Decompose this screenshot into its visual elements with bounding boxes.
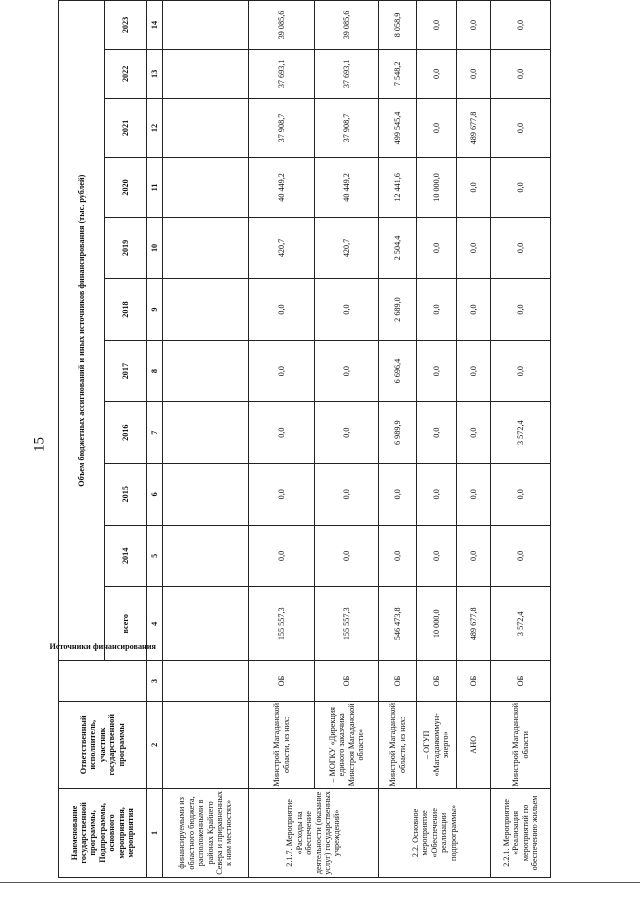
row-value: 0,0 [417,217,457,279]
row-value: 0,0 [457,217,491,279]
column-number: 9 [147,279,163,341]
row-value: 0,0 [249,279,315,341]
row-value: 6 696,4 [379,340,417,402]
header-source-text: Источники финансирования [49,641,156,651]
row-value: 489 677,8 [457,98,491,157]
row-value: 0,0 [491,49,551,98]
row-value [163,98,249,157]
row-value: 155 557,3 [249,587,315,661]
header-year: 2023 [105,1,147,50]
row-name: 2.2. Основное мероприятие «Обеспечение реализации подпрограммы» [379,788,491,877]
row-value: 420,7 [315,217,379,279]
row-executor [163,701,249,788]
row-value: 0,0 [249,402,315,464]
row-value: 6 989,9 [379,402,417,464]
row-value [163,49,249,98]
table-row [249,1,315,878]
row-source: ОБ [491,661,551,701]
header-year: 2021 [105,98,147,157]
row-value: 8 058,9 [379,1,417,50]
row-value: 0,0 [417,49,457,98]
row-value: 0,0 [491,217,551,279]
row-value: 37 693,1 [315,49,379,98]
column-number: 11 [147,158,163,217]
row-value [163,402,249,464]
row-value: 39 085,6 [249,1,315,50]
row-source [163,661,249,701]
row-value: 0,0 [491,98,551,157]
row-value: 0,0 [249,463,315,525]
row-source: ОБ [417,661,457,701]
row-value: 0,0 [249,340,315,402]
row-value: 0,0 [457,340,491,402]
row-value: 0,0 [417,98,457,157]
column-number: 3 [147,661,163,701]
row-value: 10 000,0 [417,158,457,217]
column-number: 5 [147,525,163,587]
table-row [457,1,491,878]
column-number: 6 [147,463,163,525]
column-number: 4 [147,587,163,661]
table-row [315,1,379,878]
table-row [491,1,551,878]
row-value: 7 548,2 [379,49,417,98]
table-row [163,1,249,878]
row-value: 0,0 [417,1,457,50]
row-value: 0,0 [379,525,417,587]
row-name: 2.1.7. Мероприятие «Расходы на обеспечение деятельности (оказание услуг) государственных учреждений» [249,788,379,877]
row-value: 0,0 [491,463,551,525]
row-value: 2 689,0 [379,279,417,341]
header-name: Наименование государственной программы, Подпрограммы, основного мероприятия, мероприятия [59,788,147,877]
row-value: 0,0 [315,463,379,525]
row-value: 0,0 [457,158,491,217]
column-number: 8 [147,340,163,402]
row-value: 0,0 [417,279,457,341]
column-number: 1 [147,788,163,877]
row-source: ОБ [457,661,491,701]
row-executor: Минстрой Магаданской области [491,701,551,788]
row-value: 12 441,6 [379,158,417,217]
row-source: ОБ [315,661,379,701]
row-executor: Минстрой Магаданской области, из них: [249,701,315,788]
row-value: 37 693,1 [249,49,315,98]
row-value: 0,0 [491,158,551,217]
row-executor: – ОГУП «Магаданкоммун-энерго» [417,701,457,788]
row-value: 0,0 [457,279,491,341]
row-value [163,279,249,341]
row-value: 499 545,4 [379,98,417,157]
bottom-divider [0,882,640,883]
column-number: 10 [147,217,163,279]
column-number: 14 [147,1,163,50]
header-year: 2014 [105,525,147,587]
header-source [49,641,156,701]
row-value: 0,0 [457,1,491,50]
funding-table [49,0,551,878]
table-row [417,1,457,878]
rotated-table-container [49,0,588,878]
row-executor: Минстрой Магаданской области, из них: [379,701,417,788]
row-value: 37 908,7 [249,98,315,157]
row-value: 0,0 [457,525,491,587]
row-value: 0,0 [457,402,491,464]
row-name: 2.2.1. Мероприятие «Реализация мероприятий по обеспечению жильем [491,788,551,877]
header-year: 2016 [105,402,147,464]
row-value: 420,7 [249,217,315,279]
row-value: 0,0 [315,402,379,464]
row-value [163,463,249,525]
row-source: ОБ [249,661,315,701]
header-year: 2020 [105,158,147,217]
row-value: 40 449,2 [315,158,379,217]
row-value: 0,0 [417,340,457,402]
row-executor: – МОГКУ «Дирекция единого заказчика Минстроя Магаданской области» [315,701,379,788]
column-number: 13 [147,49,163,98]
header-executor: Ответственный исполнитель, участник государственной программы [59,701,147,788]
row-executor: АНО [457,701,491,788]
row-value: 0,0 [491,340,551,402]
row-value: 0,0 [417,402,457,464]
row-value: 40 449,2 [249,158,315,217]
row-value [163,587,249,661]
column-number: 12 [147,98,163,157]
row-value: 489 677,8 [457,587,491,661]
row-value [163,217,249,279]
row-name: финансируемыми из областного бюджета, расположенными в районах Крайнего Севера и приравненных к ним местностях» [163,788,249,877]
row-value: 37 908,7 [315,98,379,157]
row-value [163,340,249,402]
row-value: 0,0 [457,463,491,525]
column-number: 7 [147,402,163,464]
row-value: 0,0 [315,340,379,402]
header-total: всего [105,587,147,661]
table-row [379,1,417,878]
row-value: 546 473,8 [379,587,417,661]
row-value: 10 000,0 [417,587,457,661]
row-value: 0,0 [417,525,457,587]
page-number: 15 [31,437,48,452]
column-number-row [147,1,163,878]
row-value: 0,0 [417,463,457,525]
row-value: 0,0 [315,279,379,341]
row-value: 3 572,4 [491,587,551,661]
row-value: 0,0 [379,463,417,525]
header-year: 2022 [105,49,147,98]
column-number: 2 [147,701,163,788]
row-value: 0,0 [457,49,491,98]
row-source: ОБ [379,661,417,701]
row-value [163,1,249,50]
row-value: 0,0 [491,525,551,587]
header-year: 2017 [105,340,147,402]
header-year: 2018 [105,279,147,341]
row-value: 3 572,4 [491,402,551,464]
row-value: 155 557,3 [315,587,379,661]
row-value: 2 504,4 [379,217,417,279]
row-value [163,525,249,587]
header-year: 2015 [105,463,147,525]
row-value: 0,0 [491,1,551,50]
header-funding-group: Объем бюджетных ассигнований и иных источников финансирования (тыс. рублей) [59,1,105,661]
row-value: 0,0 [249,525,315,587]
row-value [163,158,249,217]
row-value: 0,0 [491,279,551,341]
row-value: 39 085,6 [315,1,379,50]
header-year: 2019 [105,217,147,279]
row-value: 0,0 [315,525,379,587]
